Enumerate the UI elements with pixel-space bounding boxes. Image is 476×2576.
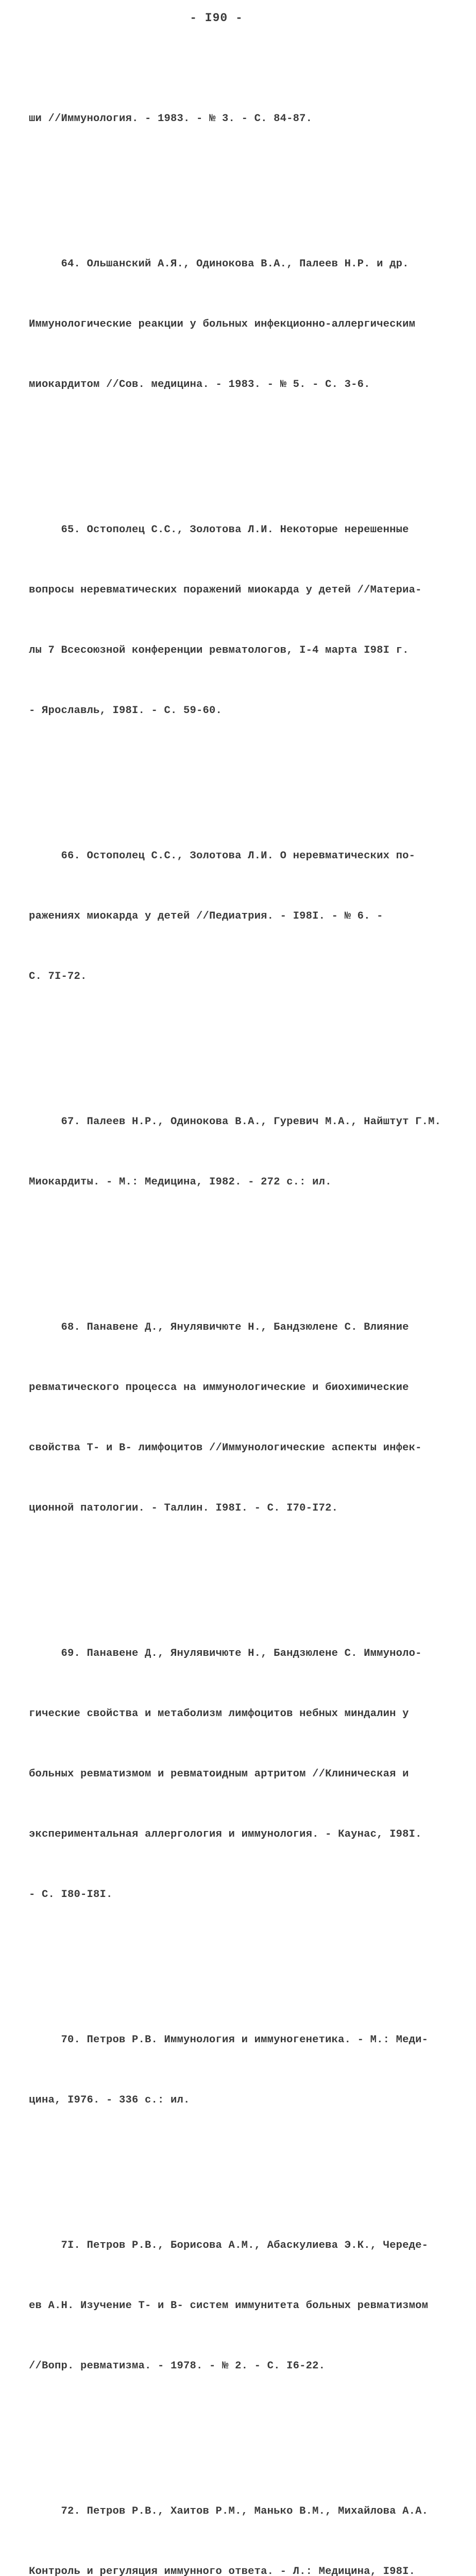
entry-line: ционной патологии. - Таллин. I98I. - С. I70-I72.	[29, 1502, 338, 1514]
bibliography-entry	[29, 1072, 451, 1232]
entry-line: 70. Петров Р.В. Иммунология и иммуногенетика. - М.: Меди-	[29, 2034, 429, 2046]
entry-line: экспериментальная аллергология и иммунология. - Каунас, I98I.	[29, 1828, 422, 1840]
bibliography-entry	[29, 1603, 451, 1945]
entry-line: цина, I976. - 336 с.: ил.	[29, 2094, 190, 2106]
entry-line: миокардитом //Сов. медицина. - 1983. - № 5. - С. 3-6.	[29, 379, 370, 391]
bibliography-entry	[29, 69, 451, 169]
entry-line: гические свойства и метаболизм лимфоцитов небных миндалин у	[29, 1708, 409, 1720]
entry-line: 69. Панавене Д., Янулявичюте Н., Бандзюлене С. Иммуноло-	[29, 1648, 422, 1659]
entry-line: С. 7I-72.	[29, 971, 87, 982]
entry-line: 7I. Петров Р.В., Борисова А.М., Абаскулиева Э.К., Череде-	[29, 2240, 429, 2251]
entry-line: Миокардиты. - М.: Медицина, I982. - 272 с.: ил.	[29, 1176, 332, 1188]
entry-line: //Вопр. ревматизма. - 1978. - № 2. - С. I6-22.	[29, 2360, 326, 2372]
entry-line: 65. Остополец С.С., Золотова Л.И. Некоторые нерешенные	[29, 524, 409, 536]
bibliography-entry	[29, 1990, 451, 2150]
entry-line: - Ярославль, I98I. - С. 59-60.	[29, 705, 223, 717]
entry-line: лы 7 Всесоюзной конференции ревматологов, I-4 марта I98I г.	[29, 645, 409, 656]
entry-line: 68. Панавене Д., Янулявичюте Н., Бандзюлене С. Влияние	[29, 1321, 409, 1333]
bibliography-entry	[29, 214, 451, 435]
entry-line: ражениях миокарда у детей //Педиатрия. - I98I. - № 6. -	[29, 910, 383, 922]
entry-line: 64. Ольшанский А.Я., Одинокова В.А., Палеев Н.Р. и др.	[29, 258, 409, 270]
bibliography-list	[29, 28, 451, 2576]
entry-line: 66. Остополец С.С., Золотова Л.И. О неревматических по-	[29, 850, 416, 862]
bibliography-entry	[29, 480, 451, 761]
entry-line: Контроль и регуляция иммунного ответа. - Л.: Медицина, I98I.	[29, 2566, 416, 2576]
entry-line: 67. Палеев Н.Р., Одинокова В.А., Гуревич М.А., Найштут Г.М.	[29, 1116, 441, 1128]
bibliography-entry	[29, 806, 451, 1027]
page-number: - I90 -	[190, 11, 243, 25]
entry-line: вопросы неревматических поражений миокарда у детей //Материа-	[29, 584, 422, 596]
entry-line: ревматического процесса на иммунологические и биохимические	[29, 1382, 409, 1394]
bibliography-entry	[29, 2195, 451, 2416]
entry-line: ев А.Н. Изучение Т- и В- систем иммунитета больных ревматизмом	[29, 2300, 429, 2312]
entry-line: Иммунологические реакции у больных инфекционно-аллергическим	[29, 318, 416, 330]
entry-line: свойства Т- и В- лимфоцитов //Иммунологические аспекты инфек-	[29, 1442, 422, 1454]
entry-line: 72. Петров Р.В., Хаитов Р.М., Манько В.М., Михайлова А.А.	[29, 2505, 429, 2517]
entry-line: больных ревматизмом и ревматоидным артритом //Клиническая и	[29, 1768, 409, 1780]
bibliography-entry	[29, 1277, 451, 1558]
bibliography-entry	[29, 2461, 451, 2576]
entry-line: - С. I80-I8I.	[29, 1889, 113, 1901]
entry-line: ши //Иммунология. - 1983. - № 3. - С. 84-87.	[29, 113, 313, 125]
